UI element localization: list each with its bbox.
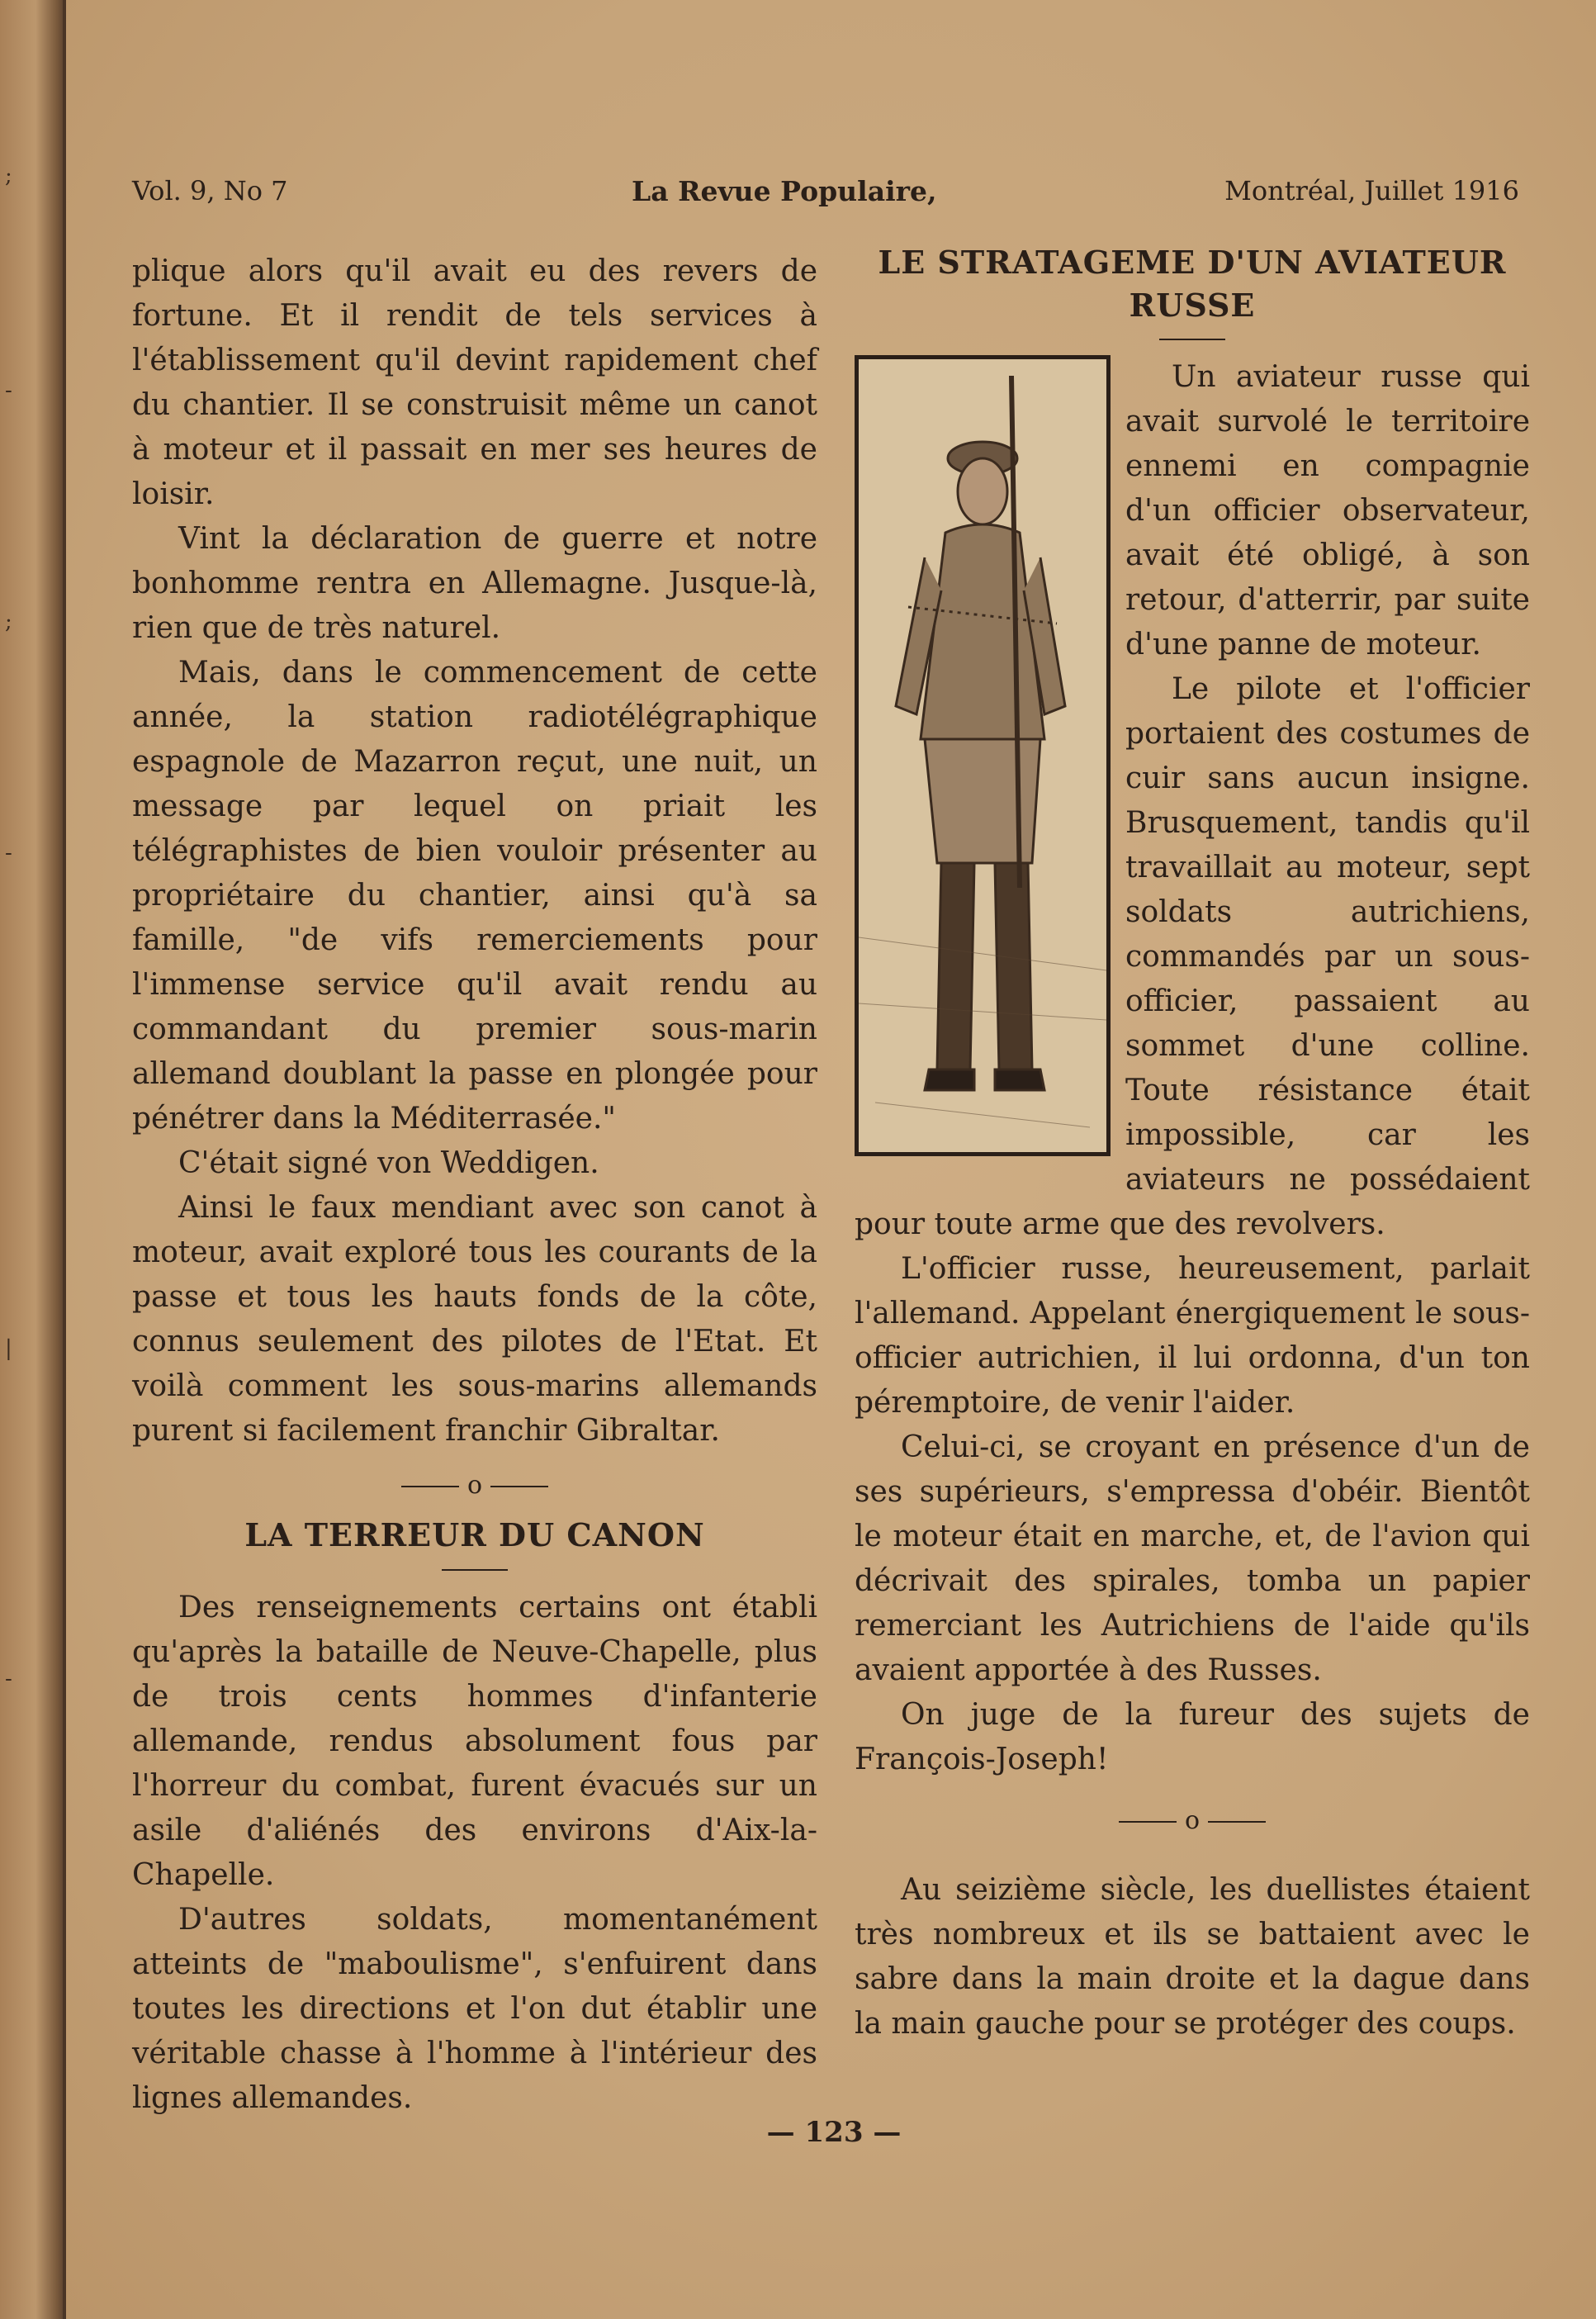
right-column (855, 241, 1530, 2046)
paragraph: Un aviateur russe qui avait survolé le territoire ennemi en compagnie d'un officier observateur, avait été obligé, à son retour, d'atterrir, par suite d'une panne de moteur. (1125, 360, 1530, 662)
running-header (132, 175, 1519, 216)
paragraph: Au seizième siècle, les duellistes étaient très nombreux et ils se battaient avec le sabre dans la main droite et la dague dans la main gauche pour se protéger des coups. (855, 1873, 1530, 2041)
title-rule (442, 1569, 508, 1571)
section-separator: o (132, 1463, 817, 1508)
binding-gutter (0, 0, 64, 2319)
volume-number: Vol. 9, No 7 (132, 175, 288, 206)
paragraph: Mais, dans le commencement de cette année, la station radiotélégraphique espagnole de Mazarron reçut, une nuit, un message par lequel on priait les télégraphistes de bien vouloir présenter au propriétaire du chantier, ainsi qu'à sa famille, "de vifs remerciements pour l'immense service qu'il avait rendu au commandant du premier sous-marin allemand doublant la passe en plongée pour pénétrer dans la Méditerrasée." (132, 656, 817, 1136)
paragraph: D'autres soldats, momentanément atteints de "maboulisme", s'enfuirent dans toutes les directions et l'on dut établir une véritable chasse à l'homme à l'intérieur des lignes allemandes. (132, 1903, 817, 2115)
soldier-illustration (855, 355, 1111, 1156)
paragraph: Vint la déclaration de guerre et notre bonhomme rentra en Allemagne. Jusque-là, rien que de très naturel. (132, 522, 817, 645)
place-date: Montréal, Juillet 1916 (1224, 175, 1519, 206)
publication-title: La Revue Populaire, (632, 175, 937, 207)
article-title: LE STRATAGEME D'UN AVIATEUR RUSSE (878, 244, 1507, 324)
gutter-edge (63, 0, 66, 2319)
paragraph: Celui-ci, se croyant en présence d'un de ses supérieurs, s'empressa d'obéir. Bientôt le moteur était en marche, et, de l'avion qui décrivait des spirales, tomba un papier remerciant les Autrichiens de l'aide qu'ils avaient apportée à des Russes. (855, 1430, 1530, 1687)
paragraph: Ainsi le faux mendiant avec son canot à moteur, avait exploré tous les courants de la passe et tous les hauts fonds de la côte, connus seulement des pilotes de l'Etat. Et voilà comment les sous-marins allemands purent si facilement franchir Gibraltar. (132, 1191, 817, 1448)
paragraph: C'était signé von Weddigen. (178, 1146, 599, 1180)
paragraph: Le pilote et l'officier portaient des costumes de cuir sans aucun insigne. Brusquement, tandis qu'il travaillait au moteur, sept soldats autrichiens, commandés par un sous-officier, passaient au sommet d'une colline. Toute résistance était impossible, car les aviateurs ne possédaient pour toute arme que des revolvers. (855, 672, 1530, 1241)
paragraph: plique alors qu'il avait eu des revers de fortune. Et il rendit de tels services à l'établissement qu'il devint rapidement chef du chantier. Il se construisit même un canot à moteur et il passait en mer ses heures de loisir. (132, 254, 817, 511)
paragraph: On juge de la fureur des sujets de François-Joseph! (855, 1698, 1530, 1776)
paragraph: L'officier russe, heureusement, parlait l'allemand. Appelant énergiquement le sous-officier autrichien, il lui ordonna, d'un ton péremptoire, de venir l'aider. (855, 1252, 1530, 1420)
page-number: — 123 — (766, 2116, 902, 2149)
magazine-page: ; - ; - | - Vol. 9, No 7 La Revue Populaire, Montréal, Juillet 1916 plique alors qu'il avait eu des revers de fortune. Et il rendit de tels services à l'établissement qu'il devint rapidement chef du chantier. Il se construisit même un canot à moteur et il passait en mer ses heures de loisir. Vint la déclaration de guerre et notre bonhomme rentra en Allemagne. Jusque-là, rien que de très naturel. Mais, dans le commencement de cette année, la station radiotélégraphique espagnole de Mazarron reçut, une nuit, un message par lequel on priait les télégraphistes de bien vouloir présenter au propriétaire du chantier, ainsi qu'à sa famille, "de vifs remerciements pour l'immense service qu'il avait rendu au commandant du premier sous-marin allemand doublant la passe en plongée pour pénétrer dans la Méditerrasée." C'était signé von Weddigen. Ainsi le faux mendiant avec son canot à moteur, avait exploré tous les courants de la passe et tous les hauts fonds de la côte, connus seulement des pilotes de l'Etat. Et voilà comment les sous-marins allemands purent si facilement franchir Gibraltar. o LA TERREUR DU CANON Des renseignements certains ont établi qu'après la bataille de Neuve-Chapelle, plus de trois cents hommes d'infanterie allemande, rendus absolument fous par l'horreur du combat, furent évacués sur un asile d'aliénés des environs d'Aix-la-Chapelle. D'autres soldats, momentanément atteints de "maboulisme", s'enfuirent dans toutes les directions et l'on dut établir une véritable chasse à l'homme à l'intérieur des lignes allemandes. LE STRATAGEME D'UN AVIATEUR RUSSE Un aviateur russe qui avait survolé le territoire ennemi en compagnie d'un officier observateur, avait été obligé, à son retour, d'atterrir, par suite d'une panne de moteur. Le pilote et l'officier portaient des costumes de cuir sans aucun insigne. Brusquement, tandis qu'il travaillait au moteur, sept soldats autrichiens, commandés par un sous-officier, passaient au sommet d'une colline. Toute résistance était impossible, car les aviateurs ne possédaient pour toute arme que des revolvers. L'officier russe, heureusement, parlait l'allemand. Appelant énergiquement le sous-officier autrichien, il lui ordonna, d'un ton péremptoire, de venir l'aider. Celui-ci, se croyant en présence d'un de ses supérieurs, s'empressa d'obéir. Bientôt le moteur était en marche, et, de l'avion qui décrivait des spirales, tomba un papier remerciant les Autrichiens de l'aide qu'ils avaient apportée à des Russes. On juge de la fureur des sujets de François-Joseph! o Au seizième siècle, les duellistes étaient très nombreux et ils se battaient avec le sabre dans la main droite et la dague dans la main gauche pour se protéger des coups. — 123 — (0, 0, 1596, 2319)
article-title: LA TERREUR DU CANON (244, 1516, 705, 1553)
section-separator: o (855, 1799, 1530, 1843)
paragraph: Des renseignements certains ont établi qu'après la bataille de Neuve-Chapelle, plus de trois cents hommes d'infanterie allemande, rendus absolument fous par l'horreur du combat, furent évacués sur un asile d'aliénés des environs d'Aix-la-Chapelle. (132, 1591, 817, 1892)
title-rule (1159, 339, 1225, 340)
left-column (132, 249, 817, 2121)
